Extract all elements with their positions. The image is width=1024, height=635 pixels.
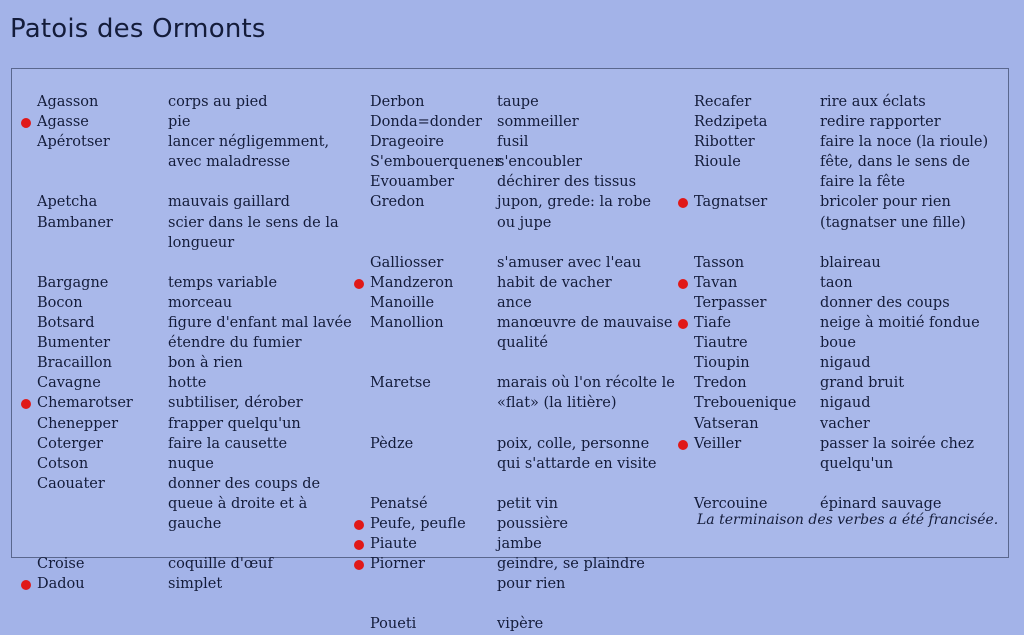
glossary-term [694,112,796,132]
glossary-term [694,132,796,152]
glossary-definition-line: «flat» (la litière) [497,395,617,412]
red-dot-icon [678,440,688,450]
glossary-term-text: Manollion [370,315,444,332]
glossary-term-text: Chemarotser [37,395,133,412]
glossary-definition-line: déchirer des tissus [497,174,637,191]
spacer [370,454,501,474]
glossary-term [370,132,501,152]
red-dot-icon [354,540,364,550]
glossary-term-text: Cotson [37,455,89,472]
glossary-term-text: Evouamber [370,174,455,191]
glossary-term-text: Agasse [37,114,89,131]
glossary-term-text: Vatseran [694,415,759,432]
glossary-definition-line: s'encoubler [497,154,582,171]
glossary-term [37,393,133,413]
glossary-term-text: Ribotter [694,134,755,151]
glossary-term [37,313,133,333]
glossary-definition-line: taon [820,274,853,291]
glossary-definition-line: geindre, se plaindre [497,556,645,573]
definition-column-2 [497,92,675,635]
glossary-term [370,192,501,212]
glossary-term [37,574,133,594]
glossary-definition-line: grand bruit [820,375,905,392]
glossary-definition-line: vipère [497,616,544,633]
glossary-term [37,132,133,152]
glossary-term-text: Bambaner [37,214,113,231]
spacer [820,474,988,494]
glossary-term-text: Mandzeron [370,274,454,291]
glossary-term [694,313,796,333]
glossary-definition-line: blaireau [820,254,881,271]
glossary-definition-line: temps variable [168,274,278,291]
page-title: Patois des Ormonts [10,14,266,44]
glossary-term-text: Recafer [694,94,752,110]
glossary-term-text: Tiautre [694,335,748,352]
glossary-term [37,92,133,112]
spacer [370,474,501,494]
glossary-term-text: Apetcha [37,194,98,211]
glossary-definition-line: taupe [497,94,539,110]
glossary-definition-line: longueur [168,234,235,251]
glossary-term-text: Botsard [37,315,95,332]
red-dot-icon [21,580,31,590]
definition-column-1 [168,92,352,594]
glossary-definition-line: morceau [168,294,233,311]
glossary-definition-line: scier dans le sens de la [168,214,339,231]
glossary-term [37,414,133,434]
glossary-definition-line: jupon, grede: la robe [497,194,651,211]
glossary-definition-line: hotte [168,375,207,392]
spacer [370,213,501,233]
glossary-term-text: Pèdze [370,435,414,452]
glossary-term [694,373,796,393]
glossary-term-text: Cavagne [37,375,101,392]
glossary-definition-line: qualité [497,335,548,352]
glossary-term-text: Gredon [370,194,425,211]
glossary-definition-line: neige à moitié fondue [820,315,980,332]
glossary-definition-line: fusil [497,134,529,151]
glossary-term [37,112,133,132]
glossary-definition-line: épinard sauvage [820,495,942,512]
glossary-definition-line: lancer négligemment, [168,134,330,151]
glossary-term [370,434,501,454]
glossary-term-text: Piorner [370,556,425,573]
glossary-term [370,92,501,112]
glossary-term [370,273,501,293]
glossary-definition-line: avec maladresse [168,154,291,171]
glossary-definition-line: nuque [168,455,214,472]
glossary-definition-line: boue [820,335,856,352]
glossary-term [694,414,796,434]
glossary-term [370,172,501,192]
glossary-term-text: Dadou [37,576,85,593]
spacer [370,333,501,353]
glossary-term-text: Redzipeta [694,114,768,131]
glossary-definition-line: sommeiller [497,114,579,131]
glossary-definition-line: ance [497,294,532,311]
spacer [694,474,796,494]
spacer [168,172,352,192]
glossary-definition-line: poussière [497,515,568,532]
glossary-term [694,353,796,373]
glossary-term-text: Tioupin [694,355,750,372]
glossary-definition-line: vacher [820,415,870,432]
glossary-definition-line: simplet [168,576,223,593]
glossary-term [694,393,796,413]
glossary-term-text: Chenepper [37,415,119,432]
glossary-definition-line: pie [168,114,191,131]
glossary-term [694,293,796,313]
glossary-term-text: Penatsé [370,495,428,512]
glossary-definition-line: ou jupe [497,214,552,231]
spacer [694,213,796,233]
glossary-term [370,514,501,534]
glossary-term-text: Drageoire [370,134,444,151]
glossary-definition-line: redire rapporter [820,114,941,131]
glossary-term-text: Terpasser [694,294,767,311]
term-column-2 [370,92,501,635]
red-dot-icon [354,279,364,289]
spacer [370,574,501,594]
glossary-term [370,152,501,172]
glossary-term-text: Galliosser [370,254,444,271]
glossary-term [370,554,501,574]
glossary-definition-line: petit vin [497,495,558,512]
glossary-definition-line: mauvais gaillard [168,194,290,211]
glossary-term [37,192,133,212]
glossary-definition-line: bon à rien [168,355,243,372]
glossary-term-text: Apérotser [37,134,110,151]
glossary-definition-line: pour rien [497,576,566,593]
glossary-definition-line: marais où l'on récolte le [497,375,675,392]
glossary-definition-line: faire la noce (la rioule) [820,134,989,151]
glossary-term [37,454,133,474]
glossary-term-text: Bumenter [37,335,111,352]
red-dot-icon [678,319,688,329]
glossary-term-text: Vercouine [694,495,768,512]
spacer [37,152,133,172]
glossary-definition-line: queue à droite et à [168,495,308,512]
glossary-term-text: Caouater [37,475,105,492]
spacer [694,172,796,192]
glossary-term-text: Bargagne [37,274,109,291]
glossary-term-text: Maretse [370,375,431,392]
glossary-term [694,333,796,353]
glossary-definition-line: étendre du fumier [168,335,302,352]
glossary-term-text: Piaute [370,536,417,553]
glossary-definition-line: jambe [497,536,542,553]
glossary-term-text: Bocon [37,294,83,311]
glossary-term [37,213,133,233]
definition-column-3 [820,92,988,514]
spacer [820,233,988,253]
glossary-term [37,353,133,373]
glossary-term-text: Manoille [370,294,435,311]
glossary-definition-line: qui s'attarde en visite [497,455,657,472]
spacer [694,454,796,474]
glossary-term [37,333,133,353]
spacer [168,534,352,554]
red-dot-icon [354,520,364,530]
glossary-term [694,152,796,172]
glossary-definition-line: s'amuser avec l'eau [497,254,642,271]
glossary-term-text: Derbon [370,94,425,110]
glossary-definition-line: habit de vacher [497,274,612,291]
spacer [370,594,501,614]
red-dot-icon [354,560,364,570]
glossary-definition-line: (tagnatser une fille) [820,214,966,231]
spacer [370,414,501,434]
glossary-term [694,434,796,454]
spacer [694,233,796,253]
glossary-term-text: Trebouenique [694,395,797,412]
spacer [168,253,352,273]
spacer [497,474,675,494]
glossary-definition-line: quelqu'un [820,455,894,472]
footer-note: La terminaison des verbes a été francisée. [697,512,999,528]
glossary-definition-line: rire aux éclats [820,94,926,110]
glossary-definition-line: passer la soirée chez [820,435,975,452]
spacer [37,253,133,273]
spacer [497,594,675,614]
glossary-term-text: Peufe, peufle [370,515,466,532]
spacer [497,353,675,373]
glossary-term [370,614,501,634]
glossary-term-text: Bracaillon [37,355,112,372]
glossary-term [37,293,133,313]
spacer [37,494,133,514]
glossary-term-text: Tagnatser [694,194,768,211]
glossary-definition-line: donner des coups de [168,475,321,492]
glossary-term [370,112,501,132]
glossary-term [694,92,796,112]
spacer [37,514,133,534]
glossary-term [370,534,501,554]
glossary-term-text: Rioule [694,154,741,171]
glossary-definition-line: nigaud [820,395,871,412]
term-column-3 [694,92,796,514]
glossary-term-text: Donda=donder [370,114,482,131]
glossary-term-text: Poueti [370,616,417,633]
glossary-term [37,373,133,393]
glossary-term-text: Tavan [694,274,738,291]
glossary-term [370,313,501,333]
glossary-definition-line: coquille d'œuf [168,556,273,573]
glossary-definition-line: subtiliser, dérober [168,395,303,412]
glossary-term [37,474,133,494]
glossary-term [694,494,796,514]
spacer [37,172,133,192]
glossary-term [694,192,796,212]
glossary-term-text: Coterger [37,435,103,452]
glossary-term-text: Tiafe [694,315,731,332]
glossary-term [37,273,133,293]
glossary-definition-line: figure d'enfant mal lavée [168,315,352,332]
glossary-definition-line: donner des coups [820,294,950,311]
glossary-definition-line: fête, dans le sens de [820,154,970,171]
glossary-term-text: S'embouerquener [370,154,502,171]
glossary-definition-line: poix, colle, personne [497,435,650,452]
red-dot-icon [678,279,688,289]
glossary-term-text: Veiller [694,435,742,452]
glossary-term [37,554,133,574]
spacer [37,233,133,253]
term-column-1 [37,92,133,594]
spacer [370,233,501,253]
glossary-term [370,293,501,313]
glossary-term [370,494,501,514]
glossary-definition-line: faire la causette [168,435,288,452]
glossary-term [370,373,501,393]
glossary-term [694,273,796,293]
glossary-term-text: Agasson [37,94,99,110]
glossary-term-text: Tasson [694,254,745,271]
spacer [370,353,501,373]
glossary-term [370,253,501,273]
spacer [370,393,501,413]
glossary-definition-line: gauche [168,515,222,532]
glossary-definition-line: faire la fête [820,174,906,191]
spacer [497,233,675,253]
glossary-definition-line: frapper quelqu'un [168,415,301,432]
glossary-definition-line: corps au pied [168,94,268,110]
glossary-definition-line: nigaud [820,355,871,372]
glossary-definition-line: manœuvre de mauvaise [497,315,673,332]
glossary-definition-line: bricoler pour rien [820,194,951,211]
spacer [497,414,675,434]
glossary-term-text: Tredon [694,375,747,392]
glossary-term [37,434,133,454]
glossary-term-text: Croise [37,556,85,573]
glossary-term [694,253,796,273]
spacer [37,534,133,554]
